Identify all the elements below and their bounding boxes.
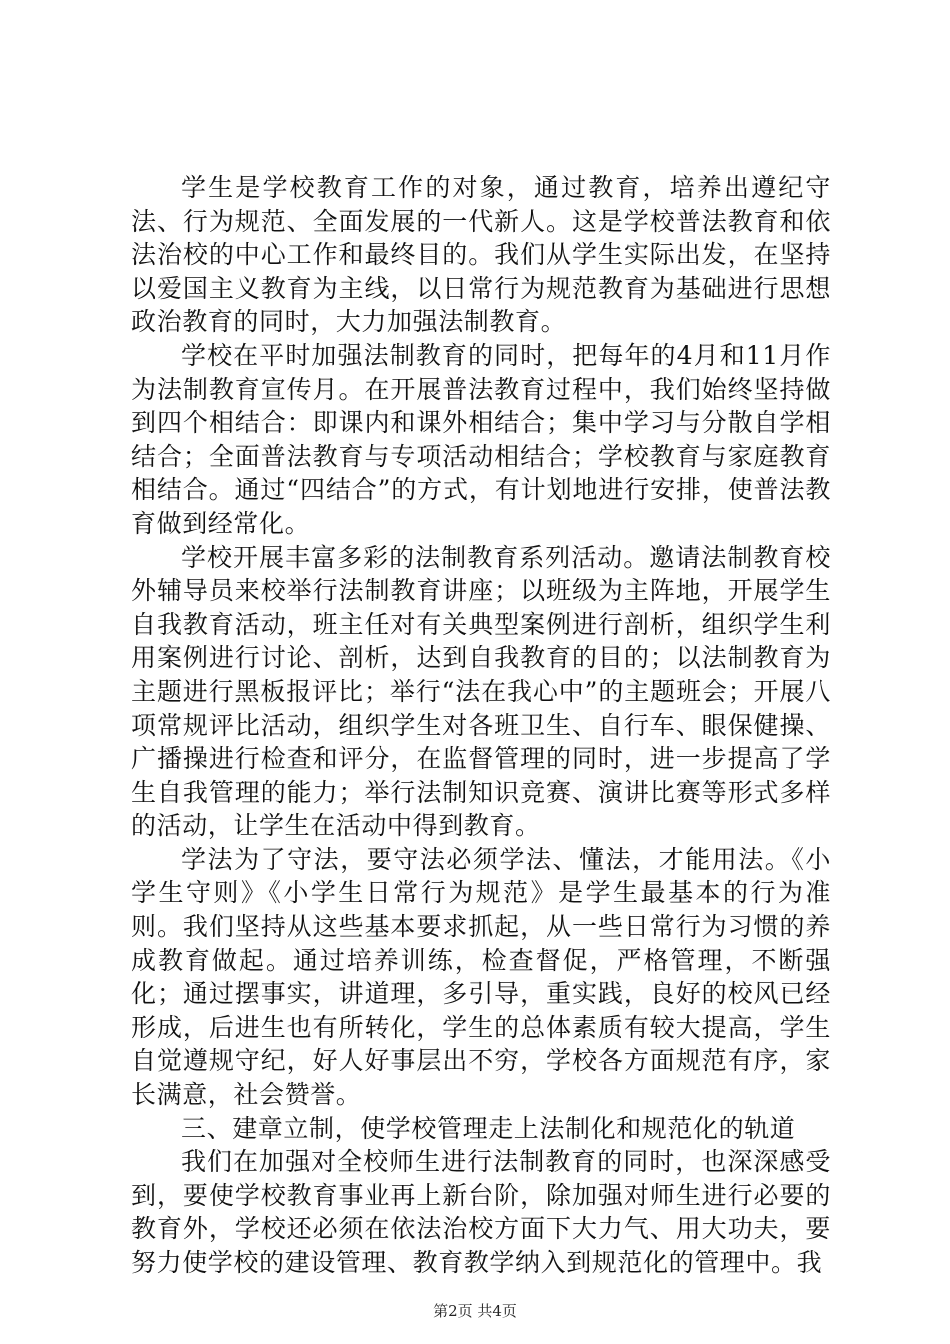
paragraph-2: 学校在平时加强法制教育的同时，把每年的4月和11月作为法制教育宣传月。在开展普法教育过程中，我们始终坚持做到四个相结合：即课内和课外相结合；集中学习与分散自学相结合；全面普法教育与专项活动相结合；学校教育与家庭教育相结合。通过“四结合”的方式，有计划地进行安排，使普法教育做到经常化。 — [131, 340, 831, 538]
paragraph-4: 学法为了守法，要守法必须学法、懂法，才能用法。《小学生守则》《小学生日常行为规范》是学生最基本的行为准则。我们坚持从这些基本要求抓起，从一些日常行为习惯的养成教育做起。通过培养训练，检查督促，严格管理，不断强化；通过摆事实，讲道理，多引导，重实践，良好的校风已经形成，后进生也有所转化，学生的总体素质有较大提高，学生自觉遵规守纪，好人好事层出不穷，学校各方面规范有序，家长满意，社会赞誉。 — [131, 844, 831, 1110]
paragraph-1: 学生是学校教育工作的对象，通过教育，培养出遵纪守法、行为规范、全面发展的一代新人。这是学校普法教育和依法治校的中心工作和最终目的。我们从学生实际出发，在坚持以爱国主义教育为主线，以日常行为规范教育为基础进行思想政治教育的同时，大力加强法制教育。 — [131, 173, 831, 337]
page-number-footer: 第2页 共4页 — [433, 1302, 517, 1320]
document-body — [131, 171, 831, 1280]
paragraph-3: 学校开展丰富多彩的法制教育系列活动。邀请法制教育校外辅导员来校举行法制教育讲座；以班级为主阵地，开展学生自我教育活动，班主任对有关典型案例进行剖析，组织学生利用案例进行讨论、剖析，达到自我教育的目的；以法制教育为主题进行黑板报评比；举行“法在我心中”的主题班会；开展八项常规评比活动，组织学生对各班卫生、自行车、眼保健操、广播操进行检查和评分，在监督管理的同时，进一步提高了学生自我管理的能力；举行法制知识竞赛、演讲比赛等形式多样的活动，让学生在活动中得到教育。 — [131, 542, 831, 841]
section-heading: 三、建章立制，使学校管理走上法制化和规范化的轨道 — [181, 1113, 796, 1143]
paragraph-5: 我们在加强对全校师生进行法制教育的同时，也深深感受到，要使学校教育事业再上新台阶，除加强对师生进行必要的教育外，学校还必须在依法治校方面下大力气、用大功夫，要努力使学校的建设管理、教育教学纳入到规范化的管理中。我 — [131, 1147, 831, 1277]
